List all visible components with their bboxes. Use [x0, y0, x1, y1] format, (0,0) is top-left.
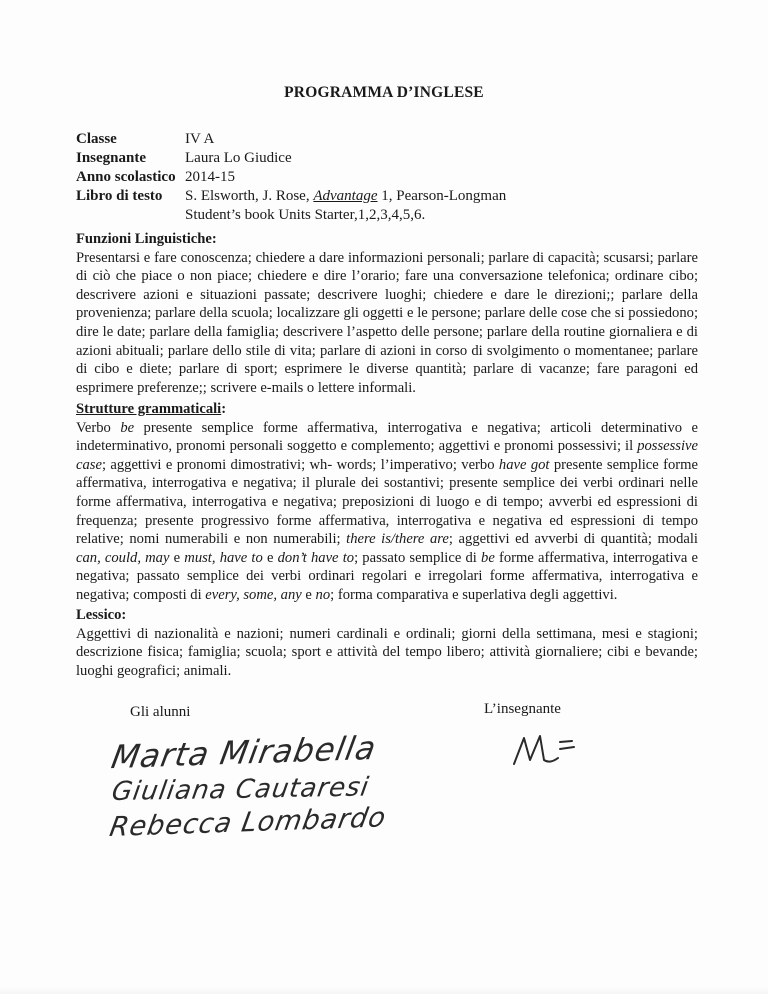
strutture-term: have got: [498, 456, 550, 473]
section-lessico: [76, 606, 698, 680]
strutture-text: e: [262, 549, 278, 566]
meta-row-classe: [76, 130, 506, 149]
section-funzioni: [76, 230, 698, 397]
libro-authors: S. Elsworth, J. Rose,: [185, 188, 314, 204]
strutture-text: presente semplice forme affermativa, interrogativa e negativa; il plurale dei sostantivi; presente semplice dei verbi ordinari nelle forme affermativa, interrogativa e negativa; preposizioni di luogo e di tempo; avverbi ed espressioni di frequenza; presente progressivo forme affermativa, interrogativa e negativa ed espressioni di tempo relative; nomi numerabili e non numerabili;: [76, 456, 698, 548]
classe-label: Classe: [76, 131, 117, 147]
strutture-text: ; aggettivi e pronomi dimostrativi; wh- words; l’imperativo; verbo: [101, 456, 499, 473]
strutture-text: e: [169, 549, 185, 566]
strutture-term: can, could, may: [76, 549, 170, 566]
strutture-text: ; forma comparativa e superlativa degli aggettivi.: [330, 586, 618, 603]
strutture-term: there is/there are: [346, 531, 449, 548]
lessico-heading: Lessico:: [76, 607, 127, 623]
strutture-text: presente semplice forme affermativa, interrogativa e negativa; articoli determinativo e indeterminativo, pronomi personali soggetto e complemento; aggettivi e pronomi possessivi; il: [76, 419, 698, 455]
strutture-heading-wrap: [76, 400, 698, 419]
strutture-term: be: [120, 419, 135, 436]
meta-row-libro: [76, 187, 506, 206]
strutture-term: every, some, any: [205, 586, 302, 603]
libro-value: [185, 187, 506, 206]
teacher-signature: [510, 730, 580, 775]
strutture-text: ; aggettivi ed avverbi di quantità; modali: [448, 531, 698, 548]
strutture-heading-colon: :: [221, 401, 227, 417]
meta-row-insegnante: [76, 149, 506, 168]
strutture-text: Verbo: [76, 419, 121, 436]
libro-units: Student’s book Units Starter,1,2,3,4,5,6.: [185, 207, 426, 223]
libro-label: Libro di testo: [76, 188, 163, 204]
strutture-heading: Strutture grammaticali: [76, 401, 222, 417]
funzioni-heading: Funzioni Linguistiche:: [76, 231, 217, 247]
students-label: Gli alunni: [130, 704, 191, 720]
strutture-text: e: [301, 586, 316, 603]
libro-book-title: Advantage: [313, 188, 378, 204]
page-title: PROGRAMMA D’INGLESE: [284, 84, 484, 101]
classe-value: IV A: [185, 131, 215, 147]
libro-publisher: 1, Pearson-Longman: [377, 188, 507, 204]
anno-label: Anno scolastico: [76, 169, 176, 185]
student-signature-2: Giuliana Cautaresi: [109, 772, 372, 808]
strutture-body: [76, 419, 698, 605]
strutture-term: don’t have to: [277, 549, 355, 566]
lessico-body: Aggettivi di nazionalità e nazioni; numeri cardinali e ordinali; giorni della settimana, mesi e stagioni; descrizione fisica; famiglia; scuola; sport e attività del tempo libero; attività giornaliere; cibi e bevande; luoghi geografici; animali.: [76, 625, 698, 679]
strutture-term: possessive case: [76, 438, 698, 473]
meta-row-anno: [76, 168, 506, 187]
student-signature-3: Rebecca Lombardo: [107, 802, 389, 844]
insegnante-value: Laura Lo Giudice: [185, 150, 292, 166]
insegnante-label: Insegnante: [76, 150, 147, 166]
scan-edge: [0, 986, 768, 994]
strutture-text: forme affermativa, interrogativa e negativa; passato semplice dei verbi ordinari regolari e irregolari forme affermativa, interrogativa e negativa; composti di: [76, 549, 699, 603]
strutture-text: ; passato semplice di: [354, 549, 482, 566]
meta-row-libro-line2: [76, 206, 506, 225]
anno-value: 2014-15: [185, 169, 235, 185]
teacher-signature-scribble: [510, 730, 580, 770]
student-signature-1: Marta Mirabella: [108, 728, 380, 777]
course-info: [76, 130, 506, 225]
strutture-term: must, have to: [184, 549, 263, 566]
strutture-term: no: [315, 586, 331, 603]
funzioni-body: Presentarsi e fare conoscenza; chiedere a dare informazioni personali; parlare di capacità; scusarsi; parlare di ciò che piace o non piace; chiedere e dire l’orario; fare una conversazione telefonica; ordinare cibo; descrivere azioni e situazioni passate; descrivere luoghi; chiedere e dare le direzioni;; parlare della provenienza; parlare della scuola; localizzare gli oggetti e le persone; parlare delle cose che si possiedono; dire le date; parlare della famiglia; descrivere l’aspetto delle persone; parlare della routine giornaliera e di azioni abituali; parlare dello stile di vita; parlare di azioni in corso di svolgimento o momentanee; parlare di cibo e diete; parlare di sport; esprimere le diverse quantità; parlare di vacanze; fare paragoni ed esprimere preferenze;; scrivere e-mails o lettere informali.: [76, 249, 698, 396]
section-strutture: [76, 400, 698, 605]
teacher-label: L’insegnante: [484, 701, 561, 717]
strutture-term: be: [481, 549, 495, 566]
